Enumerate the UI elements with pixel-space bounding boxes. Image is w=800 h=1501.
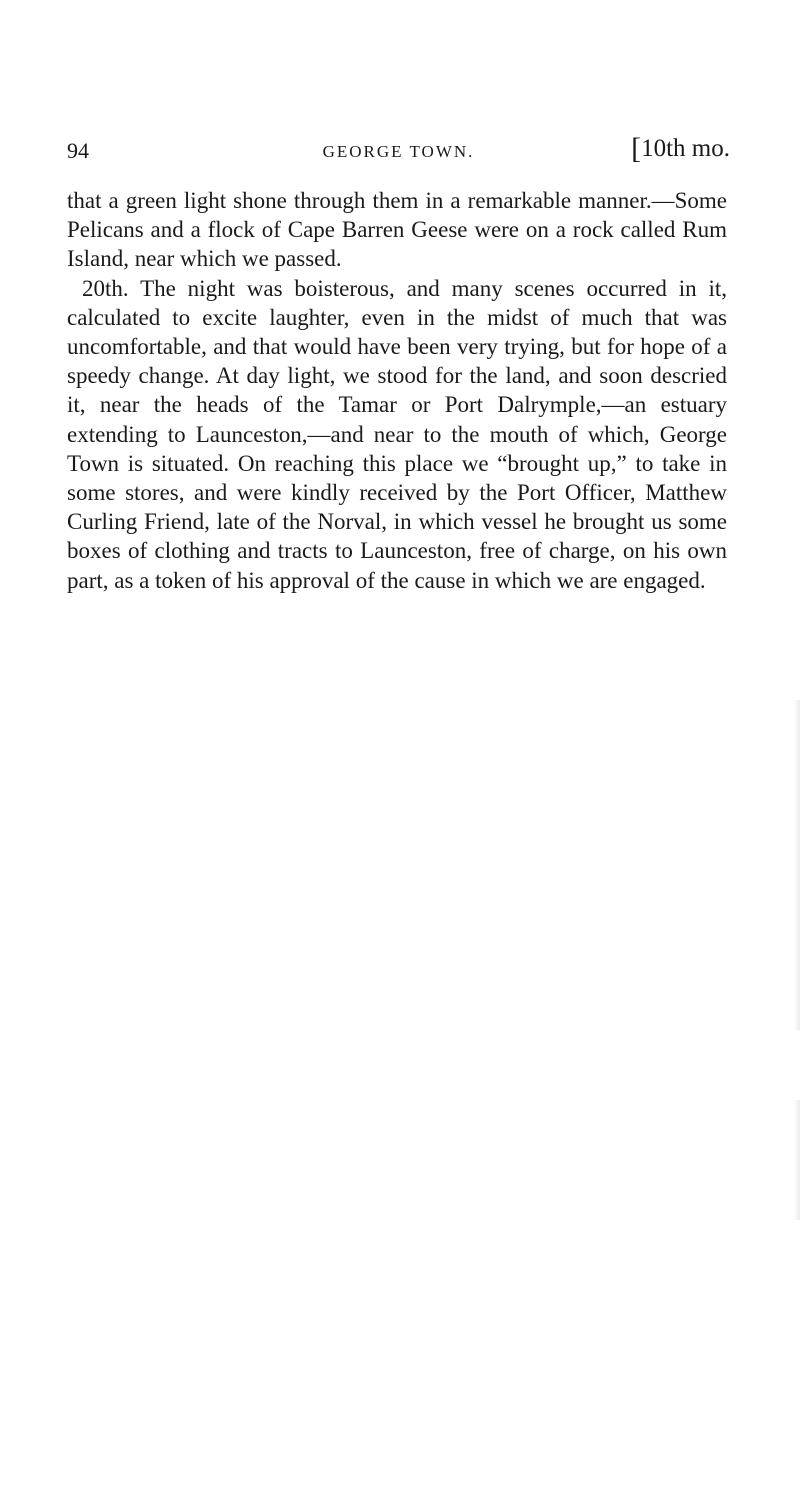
body-text [67,186,727,595]
running-head [67,134,730,170]
page-edge-shadow [794,700,800,1030]
date-label: 10th mo. [641,135,730,162]
date-bracket: [ [631,132,642,165]
paragraph-20th: 20th. The night was boisterous, and many scenes occurred in it, calculated to excite laughter, even in the midst of much that was uncomfortable, and that would have been very trying, but for hope of a speedy change. At day light, we stood for the land, and soon descried it, near the heads of the Tamar or Port Dalrymple,—an estuary extending to Launceston,—and near to the mouth of which, George Town is situated. On reaching this place we “brought up,” to take in some stores, and were kindly received by the Port Officer, Matthew Curling Friend, late of the Norval, in which vessel he brought us some boxes of clothing and tracts to Launceston, free of charge, on his own part, as a token of his approval of the cause in which we are engaged. [67,275,727,593]
running-title: GEORGE TOWN. [322,142,475,161]
running-date [631,134,730,164]
page-number: 94 [67,138,89,163]
paragraph-continuation: that a green light shone through them in a remarkable manner.—Some Pelicans and a flock of Cape Barren Geese were on a rock called Rum Island, near which we passed. [67,188,727,272]
page-edge-shadow [794,1100,800,1220]
